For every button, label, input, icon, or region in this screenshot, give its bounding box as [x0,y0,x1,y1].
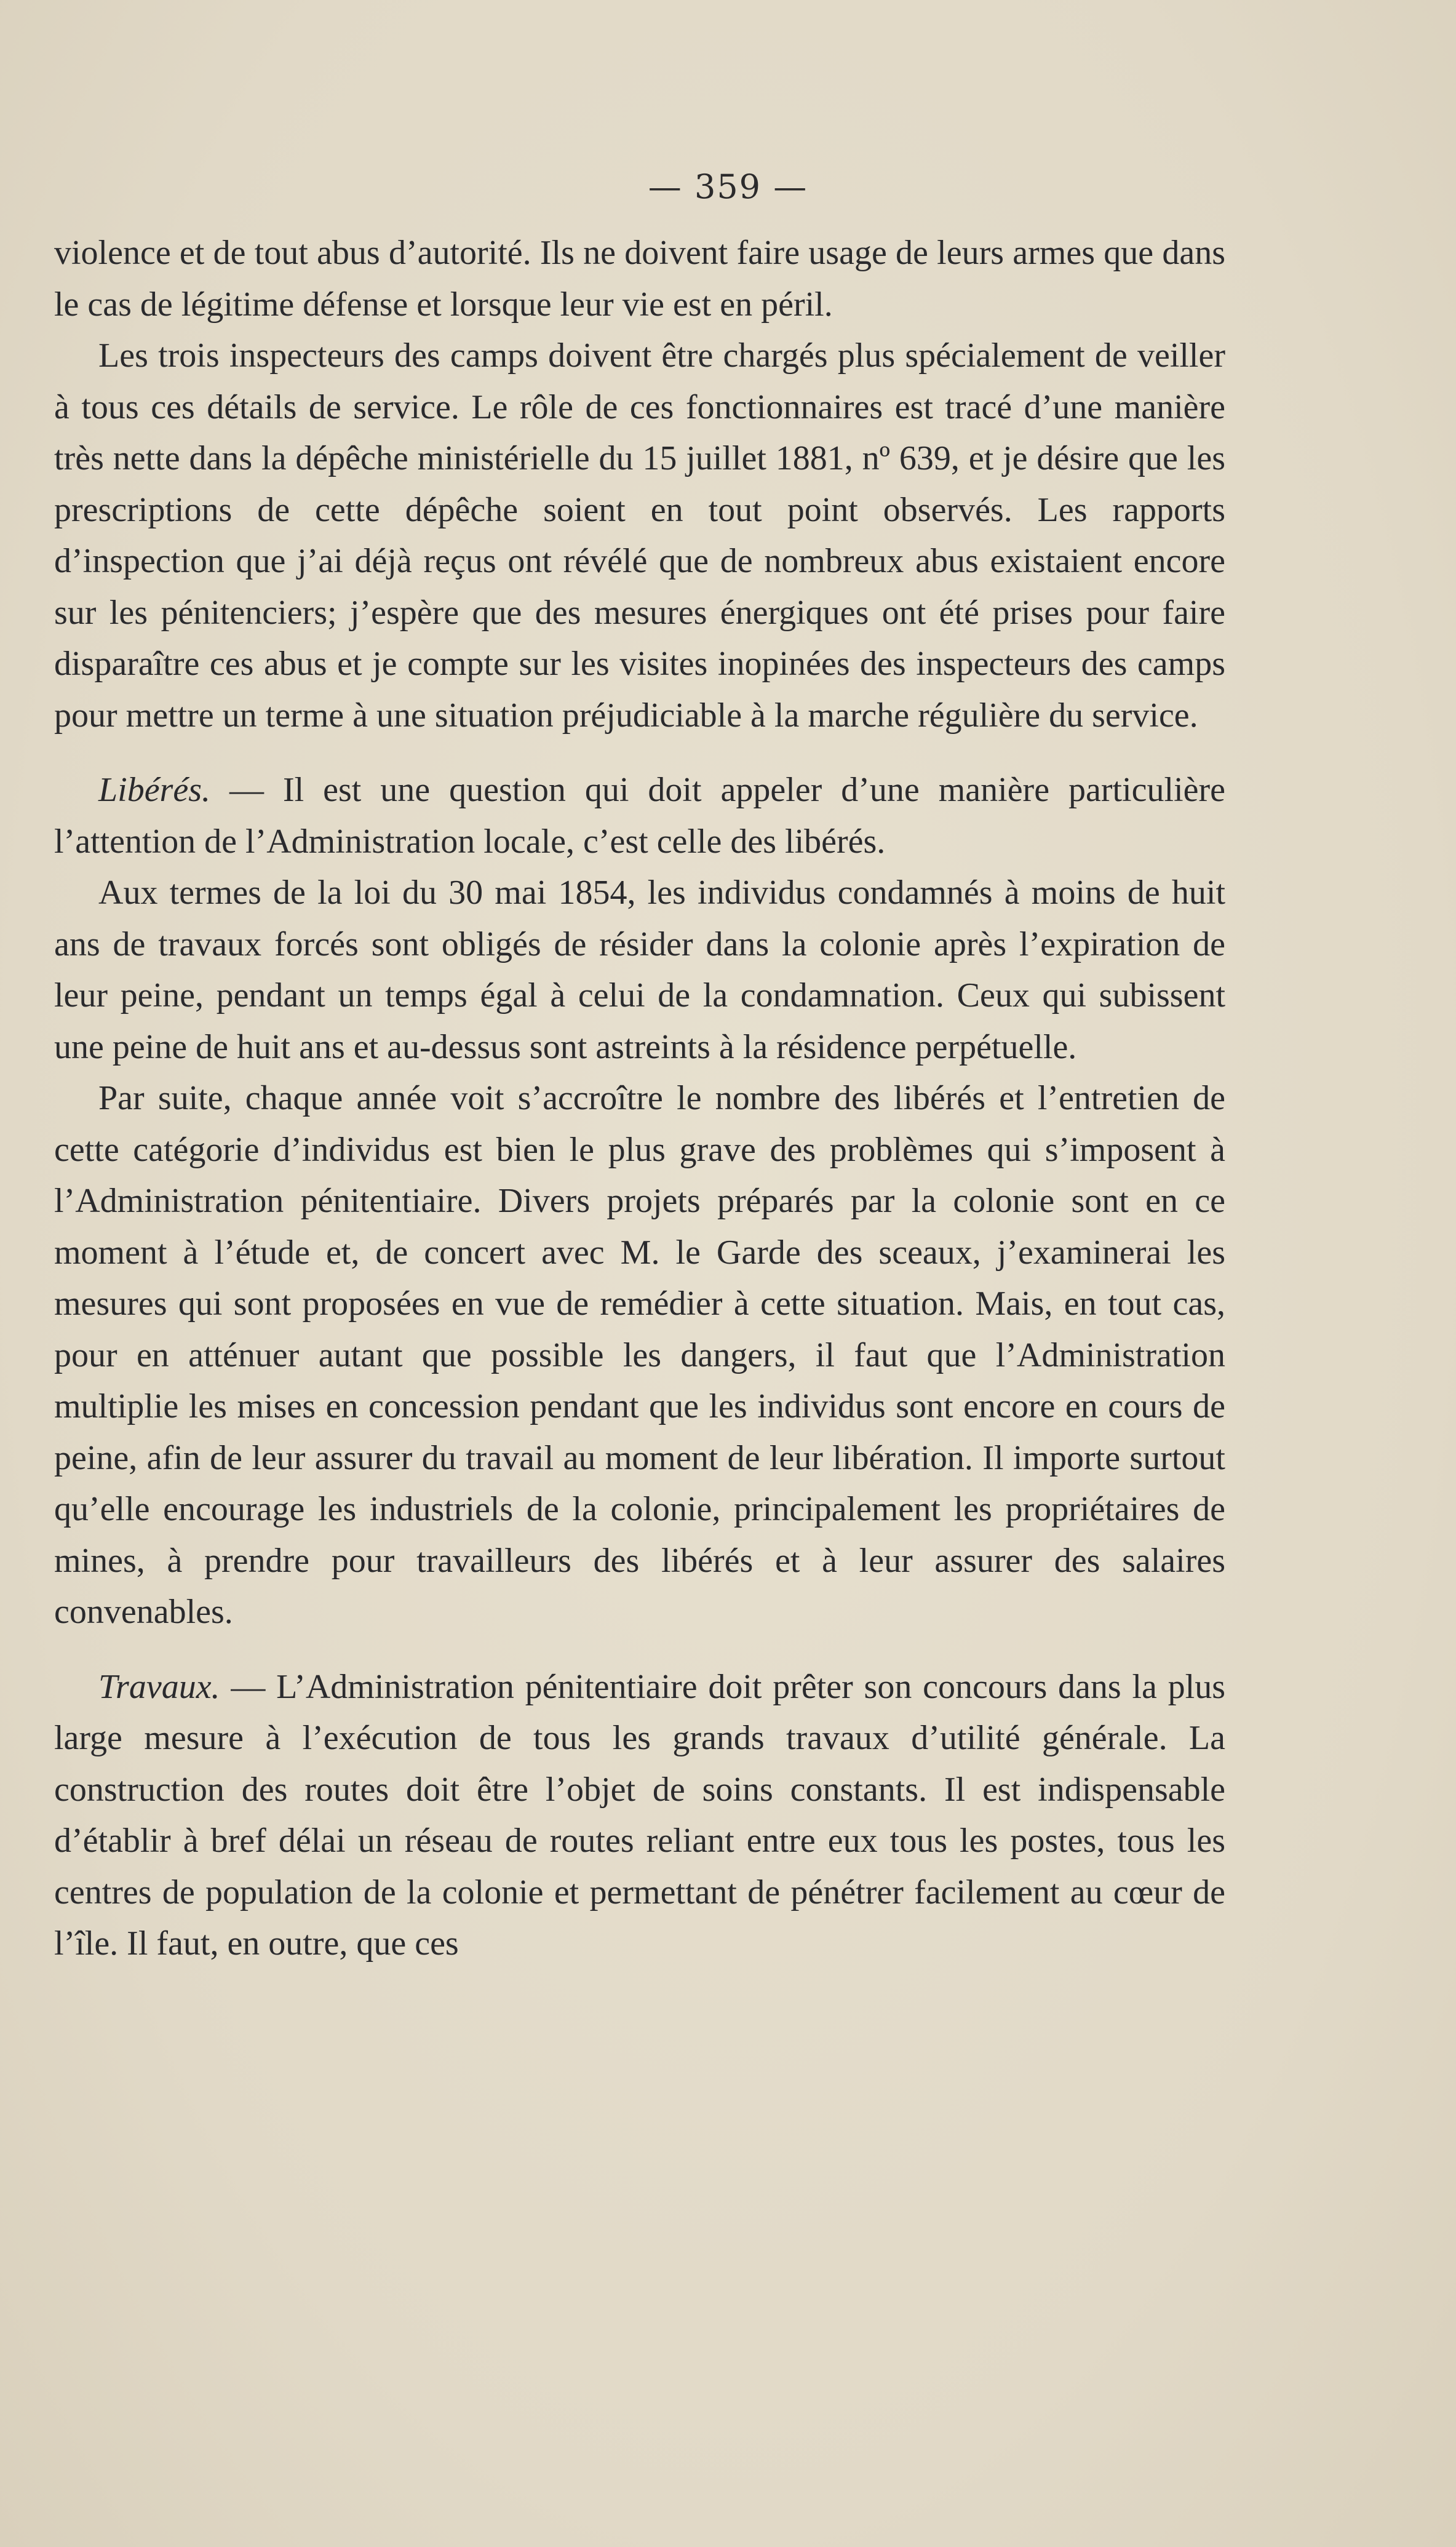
paragraph-travaux [54,1662,1225,1970]
section-heading-travaux: Travaux. [98,1667,220,1706]
body-text [54,228,1225,1970]
paragraph-4: Aux termes de la loi du 30 mai 1854, les individus condamnés à moins de huit ans de travaux forcés sont obligés de résider dans la colonie après l’expiration de leur peine, pendant un temps égal à celui de la condamnation. Ceux qui subissent une peine de huit ans et au-dessus sont astreints à la résidence perpétuelle. [54,874,1225,1066]
paragraph-liberes [54,765,1225,867]
paragraph-1: violence et de tout abus d’autorité. Ils ne doivent faire usage de leurs armes que dans le cas de légitime défense et lorsque leur vie est en péril. [54,234,1225,324]
section-heading-liberes: Libérés. [98,771,210,809]
paragraph-5: Par suite, chaque année voit s’accroître le nombre des libérés et l’entretien de cette catégorie d’individus est bien le plus grave des problèmes qui s’imposent à l’Administration pénitentiaire. Divers projets préparés par la colonie sont en ce moment à l’étude et, de concert avec M. le Garde des sceaux, j’examinerai les mesures qui sont proposées en vue de remédier à cette situation. Mais, en tout cas, pour en atténuer autant que possible les dangers, il faut que l’Administration multiplie les mises en concession pendant que les individus sont encore en cours de peine, afin de leur assurer du travail au moment de leur libération. Il importe surtout qu’elle encourage les industriels de la colonie, principalement les propriétaires de mines, à prendre pour travailleurs des libérés et à leur assurer des salaires convenables. [54,1079,1225,1631]
page-number: — 359 — [648,167,808,206]
paragraph-travaux-text: — L’Administration pénitentiaire doit prêter son concours dans la plus large mesure à l’exécution de tous les grands travaux d’utilité générale. La construction des routes doit être l’objet de soins constants. Il est indispensable d’établir à bref délai un réseau de routes reliant entre eux tous les postes, tous les centres de population de la colonie et permettant de pénétrer facilement au cœur de l’île. Il faut, en outre, que ces [54,1667,1225,1963]
paragraph-2: Les trois inspecteurs des camps doivent être chargés plus spécialement de veiller à tous ces détails de service. Le rôle de ces fonctionnaires est tracé d’une manière très nette dans la dépêche ministérielle du 15 juillet 1881, nº 639, et je désire que les prescriptions de cette dépêche soient en tout point observés. Les rapports d’inspection que j’ai déjà reçus ont révélé que de nombreux abus existaient encore sur les pénitenciers; j’espère que des mesures énergiques ont été prises pour faire disparaître ces abus et je compte sur les visites inopinées des inspecteurs des camps pour mettre un terme à une situation préjudiciable à la marche régulière du service. [54,337,1225,735]
paragraph-liberes-text: — Il est une question qui doit appeler d’une manière particulière l’attention de l’Administration locale, c’est celle des libérés. [54,771,1225,861]
